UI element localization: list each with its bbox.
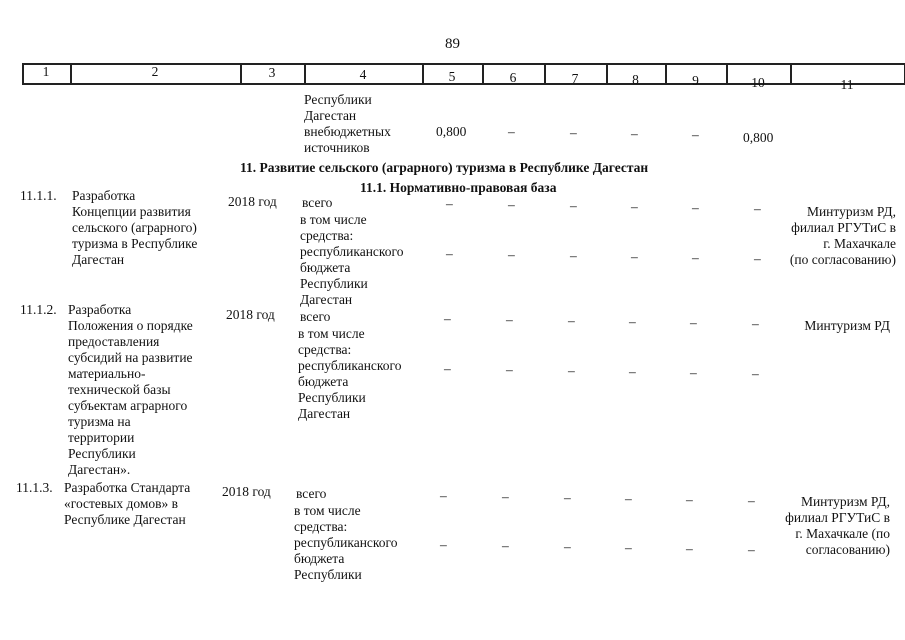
dash-total-col6: – bbox=[502, 489, 509, 504]
row-year: 2018 год bbox=[228, 194, 277, 209]
dash-budget-col10: – bbox=[754, 251, 761, 266]
dash-budget-col6: – bbox=[508, 247, 515, 262]
row-executor: Минтуризм РД bbox=[804, 318, 890, 333]
dash-total-col5: – bbox=[446, 196, 453, 211]
row-number: 11.1.1. bbox=[20, 188, 57, 203]
header-col-3: 3 bbox=[268, 65, 276, 80]
dash-budget-col5: – bbox=[440, 537, 447, 552]
dash-total-col9: – bbox=[692, 200, 699, 215]
dash-total-col10: – bbox=[754, 201, 761, 216]
row-number: 11.1.3. bbox=[16, 480, 53, 495]
dash-budget-col7: – bbox=[564, 539, 571, 554]
row-source-detail: в том числе средства: республиканского бюджета Республики Дагестан bbox=[298, 326, 402, 421]
dash-budget-col8: – bbox=[629, 364, 636, 379]
dash-budget-col6: – bbox=[506, 362, 513, 377]
row-year: 2018 год bbox=[222, 484, 271, 499]
dash-budget-col5: – bbox=[444, 361, 451, 376]
row-source-total: всего bbox=[302, 195, 333, 210]
header-col-8: 8 bbox=[632, 72, 639, 87]
dash-total-col7: – bbox=[564, 490, 571, 505]
dash-total-col7: – bbox=[568, 313, 575, 328]
continued-dash-col8: – bbox=[631, 126, 638, 141]
row-executor: Минтуризм РД, филиал РГУТиС в г. Махачкале (по согласованию) bbox=[789, 204, 896, 267]
header-col-9: 9 bbox=[692, 73, 699, 88]
dash-budget-col8: – bbox=[625, 540, 632, 555]
continued-value-col10: 0,800 bbox=[743, 130, 774, 145]
dash-budget-col7: – bbox=[568, 363, 575, 378]
continued-dash-col6: – bbox=[508, 124, 515, 139]
header-col-2: 2 bbox=[151, 64, 159, 79]
row-year: 2018 год bbox=[226, 307, 275, 322]
continued-dash-col9: – bbox=[692, 127, 699, 142]
dash-budget-col10: – bbox=[752, 366, 759, 381]
header-col-5: 5 bbox=[448, 69, 456, 84]
dash-total-col9: – bbox=[686, 492, 693, 507]
row-name: Разработка Положения о порядке предоставления субсидий на развитие материально- технической базы субъектам аграрного туризма на территории Республики Дагестан». bbox=[68, 302, 193, 477]
row-source-detail: в том числе средства: республиканского бюджета Республики bbox=[294, 503, 398, 582]
dash-total-col6: – bbox=[506, 312, 513, 327]
continued-value-col5: 0,800 bbox=[436, 124, 467, 139]
row-name: Разработка Стандарта «гостевых домов» в Республике Дагестан bbox=[64, 480, 191, 527]
dash-budget-col9: – bbox=[692, 250, 699, 265]
continued-source-text: Республики Дагестан внебюджетных источников bbox=[304, 92, 391, 155]
row-source-total: всего bbox=[300, 309, 331, 324]
dash-budget-col9: – bbox=[690, 365, 697, 380]
dash-budget-col5: – bbox=[446, 246, 453, 261]
dash-total-col10: – bbox=[752, 316, 759, 331]
row-number: 11.1.2. bbox=[20, 302, 57, 317]
subsection-title: 11.1. Нормативно-правовая база bbox=[360, 180, 557, 195]
header-col-7: 7 bbox=[571, 71, 579, 86]
dash-total-col5: – bbox=[444, 311, 451, 326]
header-col-10: 10 bbox=[751, 75, 765, 90]
table-header bbox=[22, 63, 905, 97]
header-col-6: 6 bbox=[509, 70, 517, 85]
dash-budget-col8: – bbox=[631, 249, 638, 264]
dash-budget-col9: – bbox=[686, 541, 693, 556]
dash-total-col8: – bbox=[631, 199, 638, 214]
header-col-4: 4 bbox=[359, 67, 367, 82]
dash-total-col10: – bbox=[748, 493, 755, 508]
row-source-detail: в том числе средства: республиканского бюджета Республики Дагестан bbox=[300, 212, 404, 307]
continued-dash-col7: – bbox=[570, 125, 577, 140]
dash-budget-col6: – bbox=[502, 538, 509, 553]
dash-total-col5: – bbox=[440, 488, 447, 503]
page-number: 89 bbox=[445, 36, 460, 52]
dash-total-col8: – bbox=[625, 491, 632, 506]
dash-total-col8: – bbox=[629, 314, 636, 329]
dash-budget-col10: – bbox=[748, 542, 755, 557]
dash-budget-col7: – bbox=[570, 248, 577, 263]
header-col-1: 1 bbox=[42, 64, 50, 79]
section-title: 11. Развитие сельского (аграрного) туризма в Республике Дагестан bbox=[240, 160, 649, 175]
dash-total-col6: – bbox=[508, 197, 515, 212]
row-name: Разработка Концепции развития сельского (аграрного) туризма в Республике Дагестан bbox=[72, 188, 198, 267]
row-source-total: всего bbox=[296, 486, 327, 501]
header-col-11: 11 bbox=[840, 77, 854, 92]
dash-total-col7: – bbox=[570, 198, 577, 213]
dash-total-col9: – bbox=[690, 315, 697, 330]
row-executor: Минтуризм РД, филиал РГУТиС в г. Махачкале (по согласованию) bbox=[785, 494, 890, 557]
